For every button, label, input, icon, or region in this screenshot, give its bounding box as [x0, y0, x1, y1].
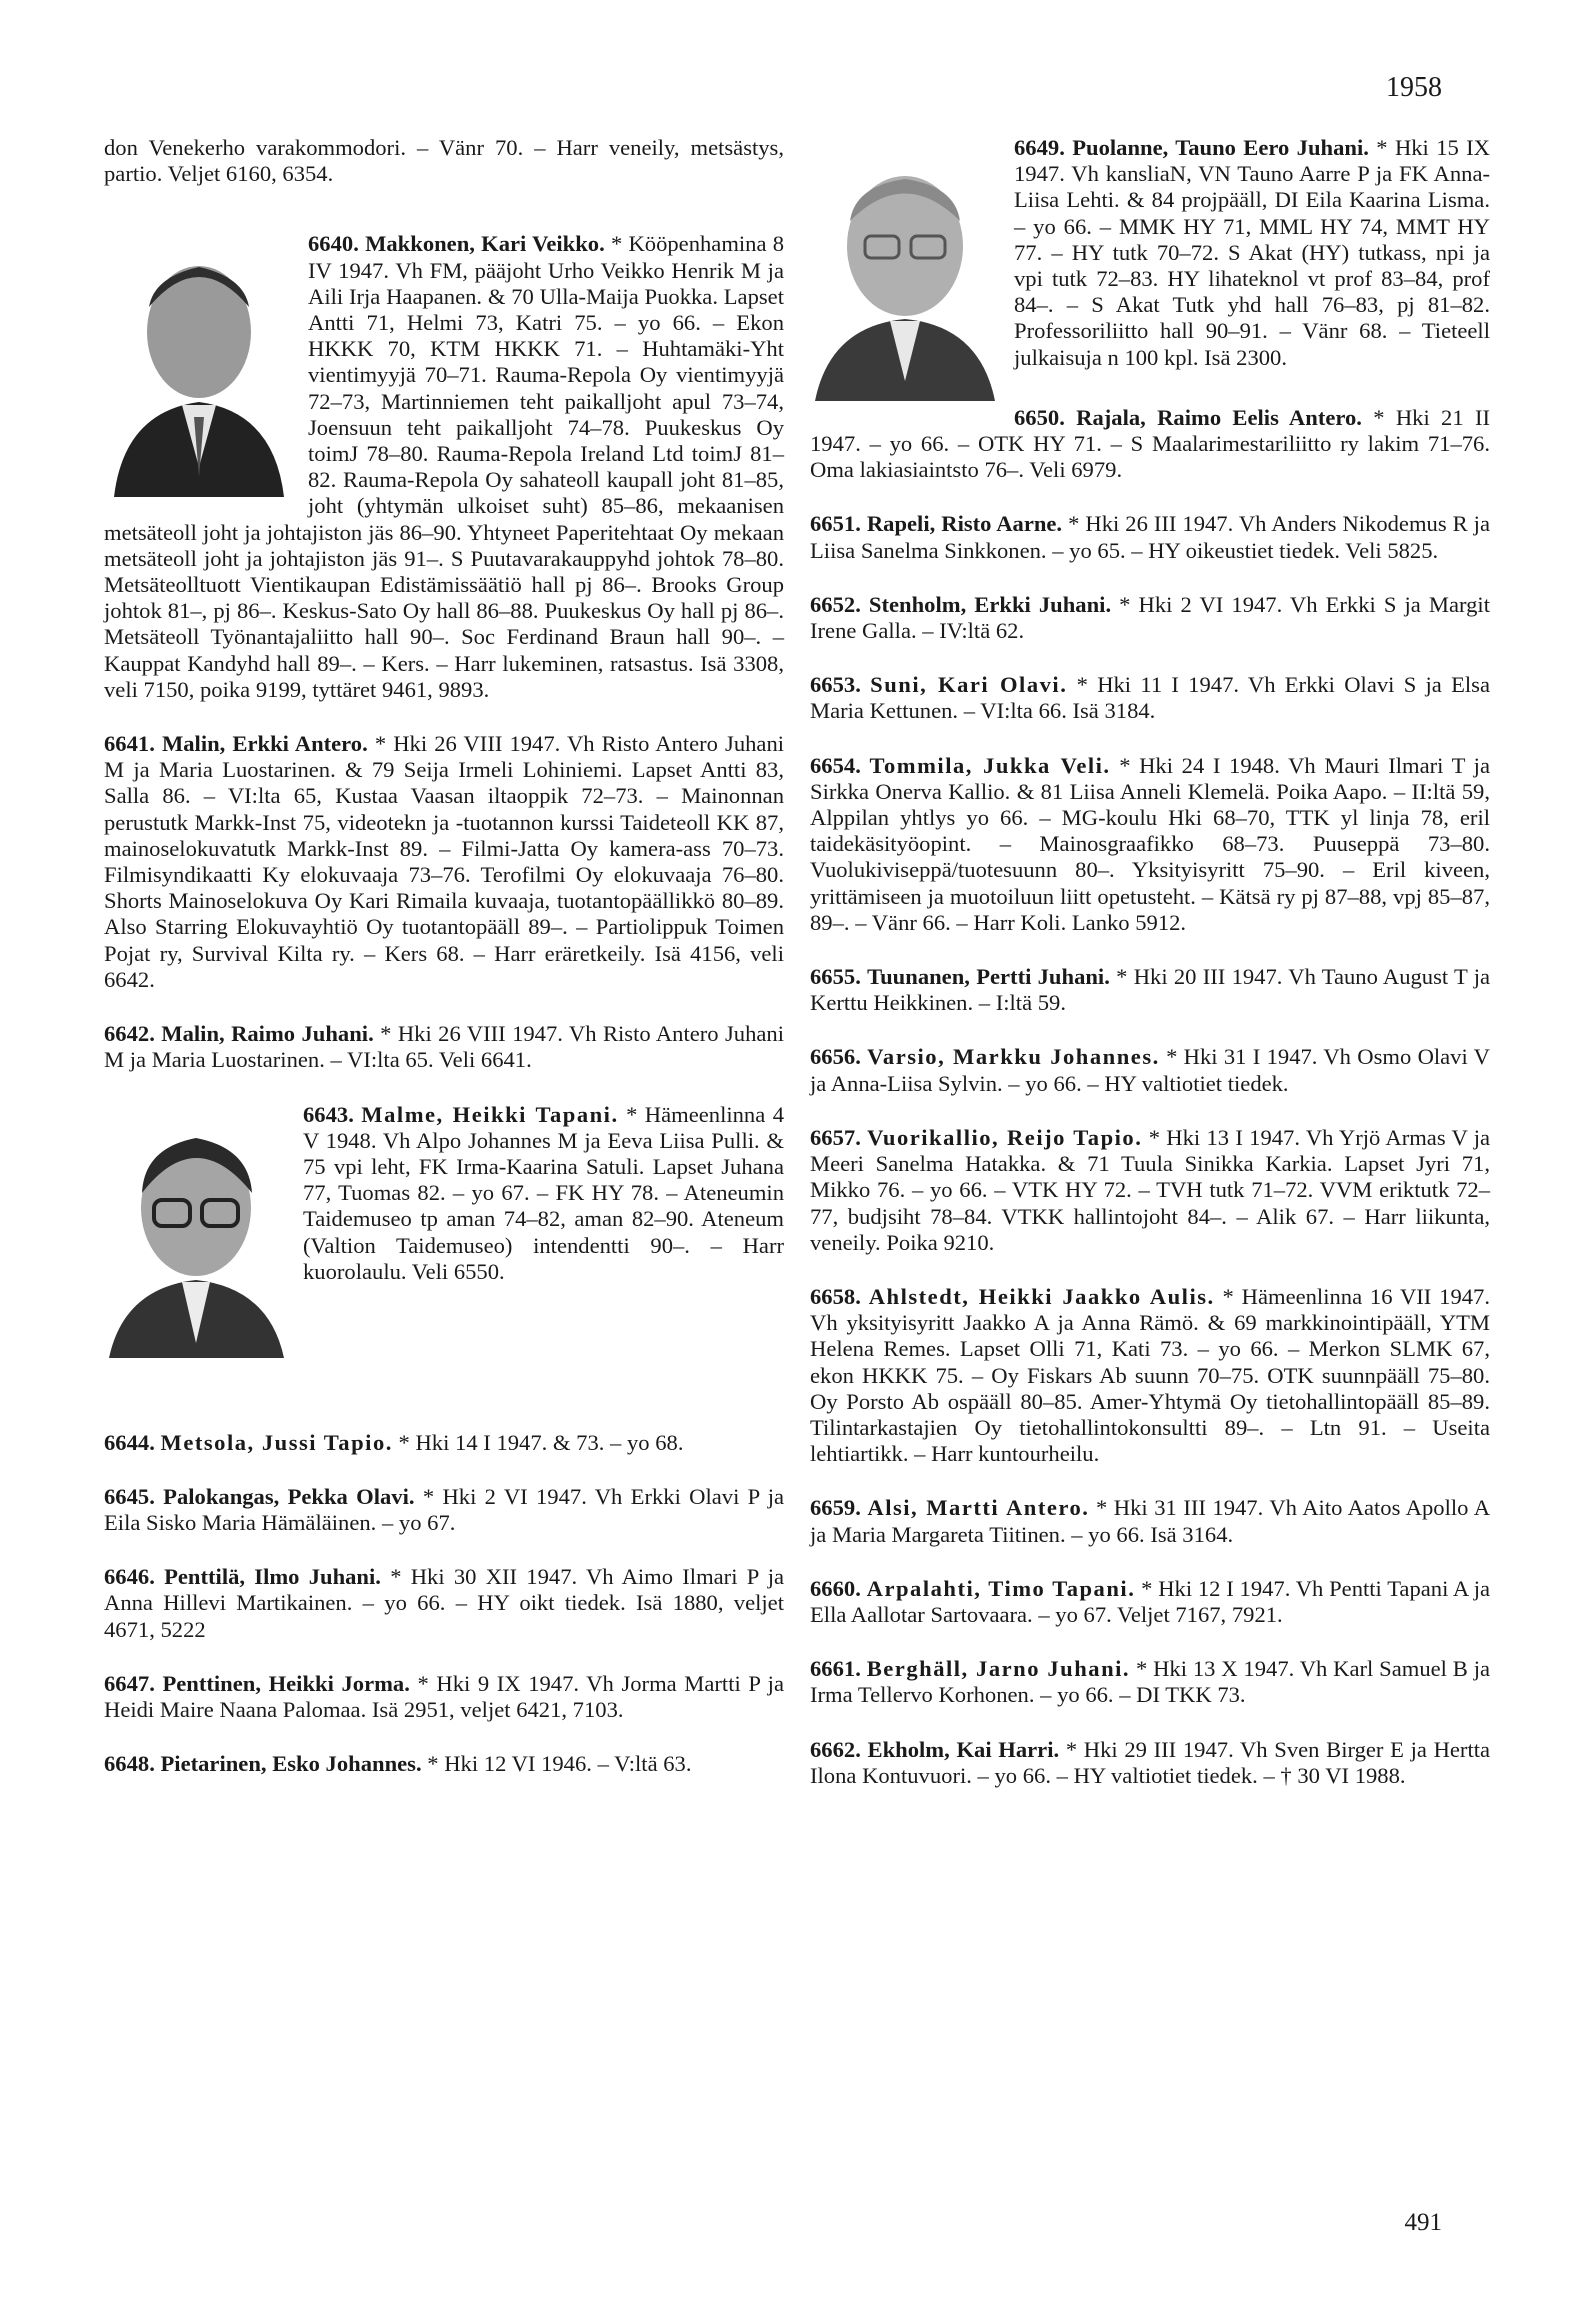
entry-text: * Hämeenlinna 16 VII 1947. Vh yksityisyritt Jaakko A ja Anna Rämö. & 69 markkinointipääll, YTM Helena Remes. Lapset Olli 71, Kati 73. – yo 66. – Merkon SLMK 67, ekon HKKK 75. – Oy Fiskars Ab suunn 70–75. OTK suunnpääll 75–80. Oy Porsto Ab ospääll 80–85. Amer-Yhtymä Oy tietohallintopääll 85–89. Tilintarkastajien Oy tietohallintokonsultti 89–. – Ltn 91. – Useita lehtiartikk. – Harr kuntourheilu.: [810, 1283, 1490, 1467]
entry-name: Rapeli, Risto Aarne.: [866, 511, 1063, 537]
entry-6654: [810, 753, 1490, 936]
entry-text: * Hki 29 III 1947. Vh Sven Birger E ja Hertta Ilona Kontuvuori. – yo 66. – HY valtiotiet tiedek. – † 30 VI 1988.: [810, 1736, 1491, 1788]
entry-6661: [810, 1656, 1490, 1708]
entry-6647: [104, 1671, 784, 1723]
entry-6644: [104, 1430, 784, 1456]
entry-6658: [810, 1284, 1490, 1467]
entry-text: * Hki 31 III 1947. Vh Aito Aatos Apollo A ja Maria Margareta Tiitinen. – yo 66. Isä 3164.: [810, 1495, 1491, 1547]
entry-6648: [104, 1751, 784, 1777]
entry-name: Makkonen, Kari Veikko.: [365, 231, 605, 257]
entry-6653: [810, 672, 1490, 724]
entry-number: 6648.: [104, 1751, 155, 1777]
left-column: [104, 135, 784, 1805]
entry-name: Vuorikallio, Reijo Tapio.: [867, 1124, 1143, 1150]
entry-6640: [104, 231, 784, 703]
entry-number: 6650.: [1014, 404, 1065, 430]
entry-name: Stenholm, Erkki Juhani.: [868, 591, 1112, 617]
entry-number: 6641.: [104, 731, 155, 757]
entry-name: Berghäll, Jarno Juhani.: [866, 1656, 1131, 1682]
entry-6660: [810, 1576, 1490, 1628]
entry-number: 6661.: [810, 1656, 861, 1682]
entry-6655: [810, 964, 1490, 1016]
entry-name: Metsola, Jussi Tapio.: [160, 1429, 393, 1455]
entry-6643: [104, 1102, 784, 1402]
entry-6651: [810, 511, 1490, 563]
entry-text: * Hki 26 VIII 1947. Vh Risto Antero Juhani M ja Maria Luostarinen. & 79 Seija Irmeli Lohiniemi. Lapset Antti 83, Salla 86. – VI:lta 65, Kustaa Vaasan iltaoppik 72–73. – Mainonnan perustutk Markk-Inst 75, videotekn ja -tuotannon kurssi Taideteoll KK 87, mainoselokuvatutk Markk-Inst 89. – Filmi-Jatta Oy kamera-ass 70–73. Filmisyndikaatti Ky elokuvaaja 73–76. Terofilmi Oy elokuvaaja 76–80. Shorts Mainoselokuva Oy Kari Rimaila kuvaaja, tuotantopäällikkö 80–89. Also Starring Elokuvayhtiö Oy tuotantopääll 89–. – Partiolippuk Toimen Pojat ry, Survival Kilta ry. – Kers 68. – Harr eräretkeily. Isä 4156, veli 6642.: [104, 731, 785, 992]
entry-name: Puolanne, Tauno Eero Juhani.: [1072, 135, 1369, 160]
entry-6662: [810, 1737, 1490, 1789]
page-number-top: 1958: [1386, 72, 1442, 103]
portrait-photo-puolanne: [810, 141, 1000, 401]
entry-name: Tommila, Jukka Veli.: [869, 752, 1111, 778]
entry-number: 6646.: [104, 1564, 155, 1590]
portrait-photo-makkonen: [104, 237, 294, 497]
entry-text: * Hki 15 IX 1947. Vh kansliaN, VN Tauno Aarre P ja FK Anna-Liisa Lehti. & 84 projpääll, DI Eila Kaarina Lisma. – yo 66. – MMK HY 71, MML HY 74, MMT HY 77. – HY tutk 70–72. S Akat (HY) tutkass, npi ja vpi tutk 72–83. HY lihateknol vt prof 83–84, prof 84–. – S Akat Tutk yhd hall 76–83, pj 81–82. Professoriliitto hall 90–91. – Vänr 68. – Tieteell julkaisuja n 100 kpl. Isä 2300.: [1014, 135, 1490, 370]
entry-text: * Hki 9 IX 1947. Vh Jorma Martti P ja Heidi Maire Naana Palomaa. Isä 2951, veljet 6421, 7103.: [104, 1670, 784, 1722]
entry-name: Pietarinen, Esko Johannes.: [160, 1751, 422, 1777]
entry-name: Suni, Kari Olavi.: [870, 672, 1068, 698]
entry-text: * Hki 30 XII 1947. Vh Aimo Ilmari P ja Anna Hillevi Martikainen. – yo 66. – HY oikt tiedek. Isä 1880, veljet 4671, 5222: [104, 1564, 784, 1642]
entry-number: 6656.: [810, 1044, 861, 1070]
portrait-photo-malme: [104, 1108, 289, 1358]
page-number-bottom: 491: [1404, 2209, 1442, 2236]
entry-text: * Hki 31 I 1947. Vh Osmo Olavi V ja Anna-Liisa Sylvin. – yo 66. – HY valtiotiet tiedek.: [810, 1044, 1490, 1096]
entry-name: Ahlstedt, Heikki Jaakko Aulis.: [868, 1283, 1215, 1309]
entry-text: * Hki 26 VIII 1947. Vh Risto Antero Juhani M ja Maria Luostarinen. – VI:lta 65. Veli 6641.: [104, 1021, 784, 1073]
entry-number: 6640.: [308, 231, 359, 257]
entry-6646: [104, 1564, 784, 1643]
entry-name: Alsi, Martti Antero.: [867, 1495, 1090, 1521]
entry-number: 6655.: [810, 964, 861, 990]
entry-6656: [810, 1044, 1490, 1096]
entry-6650: [810, 405, 1490, 484]
entry-name: Malme, Heikki Tapani.: [361, 1101, 619, 1127]
entry-name: Ekholm, Kai Harri.: [867, 1736, 1060, 1762]
entry-text: * Hämeenlinna 4 V 1948. Vh Alpo Johannes M ja Eeva Liisa Pulli. & 75 vpi leht, FK Irma-Kaarina Satuli. Lapset Juhana 77, Tuomas 82. – yo 67. – FK HY 78. – Ateneumin Taidemuseo tp aman 74–82, aman 82–90. Ateneum (Valtion Taidemuseo) intendentti 90–. – Harr kuorolaulu. Veli 6550.: [303, 1101, 784, 1284]
entry-6659: [810, 1495, 1490, 1547]
entry-number: 6660.: [810, 1575, 861, 1601]
entry-text: don Venekerho varakommodori. – Vänr 70. – Harr veneily, metsästys, partio. Veljet 6160, 6354.: [104, 135, 784, 187]
entry-text: * Hki 12 VI 1946. – V:ltä 63.: [427, 1751, 692, 1777]
entry-text: * Hki 11 I 1947. Vh Erkki Olavi S ja Elsa Maria Kettunen. – VI:lta 66. Isä 3184.: [810, 672, 1491, 724]
entry-name: Varsio, Markku Johannes.: [867, 1044, 1160, 1070]
entry-number: 6653.: [810, 672, 861, 698]
entry-text: * Hki 2 VI 1947. Vh Erkki S ja Margit Irene Galla. – IV:ltä 62.: [810, 591, 1490, 644]
entry-name: Malin, Raimo Juhani.: [161, 1021, 374, 1047]
entry-number: 6659.: [810, 1495, 861, 1521]
entry-number: 6662.: [810, 1736, 861, 1762]
entry-text: * Hki 13 I 1947. Vh Yrjö Armas V ja Meeri Sanelma Hatakka. & 71 Tuula Sinikka Karkia. Lapset Jyri 71, Mikko 76. – yo 66. – VTK HY 72. – TVH tutk 71–72. VVM eriktutk 72–77, budjsiht 78–84. VTKK hallintojoht 84–. – Alik 67. – Harr liikunta, veneily. Poika 9210.: [810, 1124, 1490, 1255]
entry-continuation: [104, 135, 784, 187]
entry-number: 6651.: [810, 511, 861, 537]
entry-6645: [104, 1484, 784, 1536]
entry-text: * Hki 24 I 1948. Vh Mauri Ilmari T ja Sirkka Onerva Kallio. & 81 Liisa Anneli Klemelä. Poika Aapo. – II:ltä 59, Alppilan yhtlys yo 66. – MG-koulu Hki 68–70, TTK yl linja 78, eril taidekäsityöopint. – Mainosgraafikko 68–73. Puuseppä 73–80. Vuolukiviseppä/tuotesuunn 80–. Yksityisyritt 75–90. – Eril kiveen, yrittämiseen ja muotoiluun liitt opetusteht. – Kätsä ry pj 87–88, vpj 85–87, 89–. – Vänr 66. – Harr Koli. Lanko 5912.: [810, 752, 1490, 935]
entry-number: 6652.: [810, 591, 861, 617]
entry-text: * Kööpenhamina 8 IV 1947. Vh FM, pääjoht Urho Veikko Henrik M ja Aili Irja Haapanen. & 70 Ulla-Maija Puokka. Lapset Antti 71, Helmi 73, Katri 75. – yo 66. – Ekon HKKK 70, KTM HKKK 71. – Huhtamäki-Yht vientimyyjä 70–71. Rauma-Repola Oy vientimyyjä 72–73, Martinniemen teht paikalljoht apul 73–74, Joensuun teht paikalljoht 74–78. Puukeskus Oy toimJ 78–80. Rauma-Repola Ireland Ltd toimJ 81–82. Rauma-Repola Oy sahateoll kaupall joht 81–85, joht (yhtymän ulkoiset suht) 85–86, mekaanisen metsäteoll joht ja johtajiston jäs 86–90. Yhtyneet Paperitehtaat Oy mekaan metsäteoll joht ja johtajiston jäs 91–. S Puutavarakauppyhd johtok 78–80. Metsäteolltuott Vientikaupan Edistämissäätiö hall pj 86–. Brooks Group johtok 81–, pj 86–. Keskus-Sato Oy hall 86–88. Puukeskus Oy hall pj 86–. Metsäteoll Työnantajaliitto hall 90–. Soc Ferdinand Braun hall 90–. – Kauppat Kandyhd hall 89–. – Kers. – Harr lukeminen, ratsastus. Isä 3308, veli 7150, poika 9199, tyttäret 9461, 9893.: [104, 231, 784, 702]
entry-text: * Hki 12 I 1947. Vh Pentti Tapani A ja Ella Aallotar Sartovaara. – yo 67. Veljet 7167, 7921.: [810, 1575, 1491, 1627]
entry-name: Arpalahti, Timo Tapani.: [866, 1575, 1136, 1601]
entry-text: * Hki 26 III 1947. Vh Anders Nikodemus R ja Liisa Sanelma Sinkkonen. – yo 65. – HY oikeustiet tiedek. Veli 5825.: [810, 511, 1490, 563]
entry-6652: [810, 592, 1490, 644]
entry-number: 6643.: [303, 1101, 354, 1127]
entry-name: Tuunanen, Pertti Juhani.: [867, 964, 1110, 990]
entry-text: * Hki 2 VI 1947. Vh Erkki Olavi P ja Eila Sisko Maria Hämäläinen. – yo 67.: [104, 1483, 785, 1535]
entry-6642: [104, 1021, 784, 1073]
entry-number: 6649.: [1014, 135, 1065, 160]
entry-text: * Hki 13 X 1947. Vh Karl Samuel B ja Irma Tellervo Korhonen. – yo 66. – DI TKK 73.: [810, 1656, 1490, 1708]
entry-number: 6658.: [810, 1283, 861, 1309]
entry-name: Penttinen, Heikki Jorma.: [162, 1670, 410, 1696]
entry-number: 6644.: [104, 1429, 155, 1455]
entry-text: * Hki 21 II 1947. – yo 66. – OTK HY 71. – S Maalarimestariliitto ry lakim 71–76. Oma lakiasiaintsto 76–. Veli 6979.: [810, 404, 1490, 483]
entry-name: Rajala, Raimo Eelis Antero.: [1076, 404, 1362, 430]
entry-number: 6657.: [810, 1124, 861, 1150]
entry-6649: [810, 135, 1490, 371]
entry-number: 6645.: [104, 1483, 155, 1509]
entry-number: 6647.: [104, 1670, 155, 1696]
right-column: [810, 135, 1490, 1817]
entry-text: * Hki 14 I 1947. & 73. – yo 68.: [398, 1429, 684, 1455]
entry-text: * Hki 20 III 1947. Vh Tauno August T ja Kerttu Heikkinen. – I:ltä 59.: [810, 964, 1490, 1016]
entry-number: 6642.: [104, 1021, 155, 1047]
entry-6641: [104, 731, 784, 993]
entry-6657: [810, 1125, 1490, 1256]
entry-number: 6654.: [810, 752, 861, 778]
entry-name: Penttilä, Ilmo Juhani.: [164, 1564, 381, 1590]
entry-name: Palokangas, Pekka Olavi.: [163, 1483, 415, 1509]
entry-name: Malin, Erkki Antero.: [161, 731, 368, 757]
